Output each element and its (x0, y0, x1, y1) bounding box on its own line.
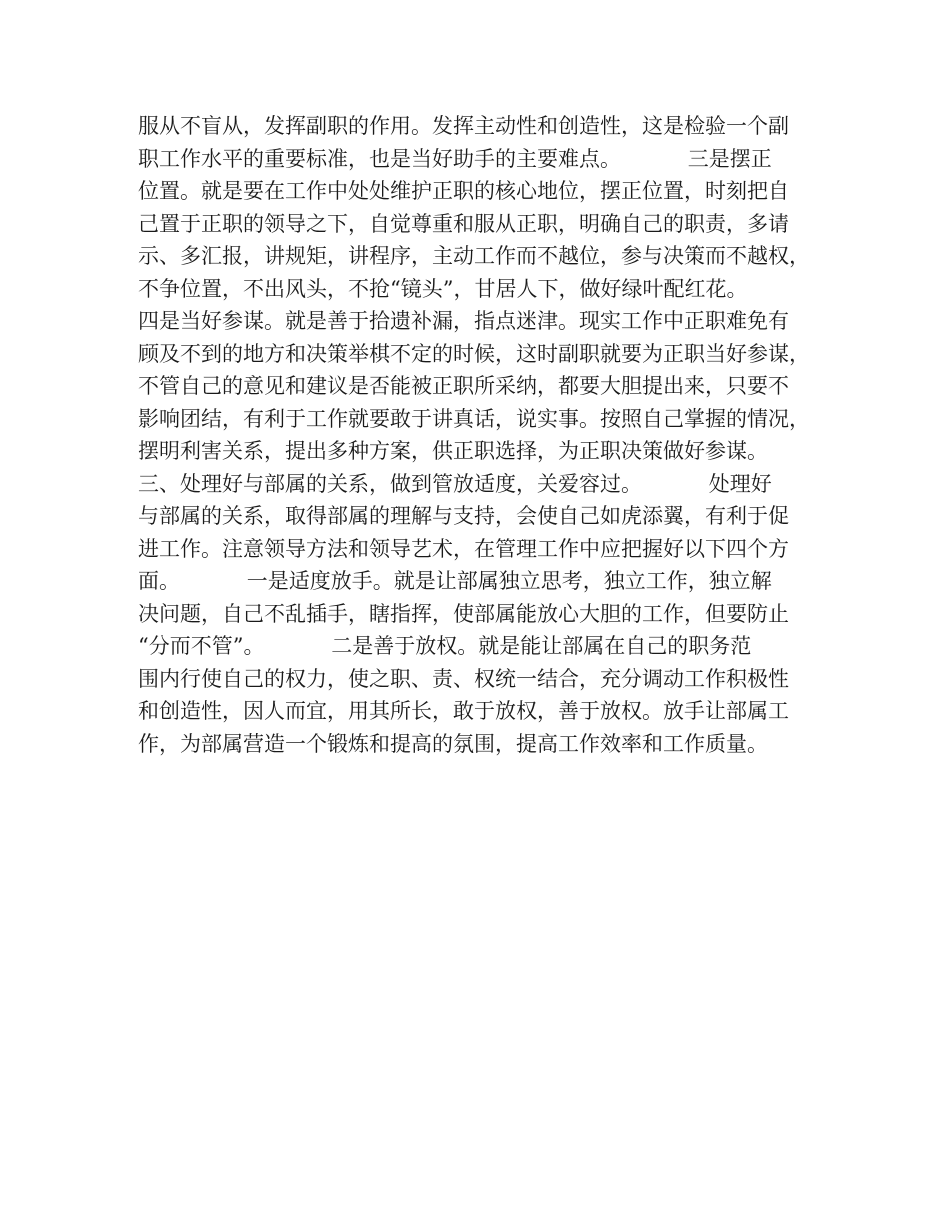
text-line: 位置。就是要在工作中处处维护正职的核心地位，摆正位置，时刻把自 (138, 179, 789, 203)
text-line: 己置于正职的领导之下，自觉尊重和服从正职，明确自己的职责，多请 (138, 211, 789, 236)
text-line: 作，为部属营造一个锻炼和提高的氛围，提高工作效率和工作质量。 (138, 731, 768, 756)
text-line: 和创造性，因人而宜，用其所长，敢于放权，善于放权。放手让部属工 (138, 699, 789, 723)
text-line: 三、处理好与部属的关系，做到管放适度，关爱容过。 处理好 (138, 471, 772, 496)
text-line: 与部属的关系，取得部属的理解与支持，会使自己如虎添翼，有利于促 (138, 504, 789, 528)
text-line: 影响团结，有利于工作就要敢于讲真话，说实事。按照自己掌握的情况， (138, 406, 810, 431)
text-line: “分而不管”。 二是善于放权。就是能让部属在自己的职务范 (138, 634, 752, 658)
text-line: 不争位置，不出风头，不抢“镜头”，甘居人下，做好绿叶配红花。 (138, 276, 748, 301)
text-line: 进工作。注意领导方法和领导艺术，在管理工作中应把握好以下四个方 (138, 536, 789, 561)
text-line: 服从不盲从，发挥副职的作用。发挥主动性和创造性，这是检验一个副 (138, 114, 789, 138)
text-line: 不管自己的意见和建议是否能被正职所采纳，都要大胆提出来，只要不 (138, 374, 789, 398)
text-line: 四是当好参谋。就是善于拾遗补漏，指点迷津。现实工作中正职难免有 (138, 309, 789, 333)
text-line: 示、多汇报，讲规矩，讲程序，主动工作而不越位，参与决策而不越权， (138, 244, 810, 268)
body-text (138, 110, 828, 760)
text-line: 职工作水平的重要标准，也是当好助手的主要难点。 三是摆正 (138, 146, 772, 171)
text-line: 决问题，自己不乱插手，瞎指挥，使部属能放心大胆的工作，但要防止 (138, 601, 789, 626)
text-line: 摆明利害关系，提出多种方案，供正职选择，为正职决策做好参谋。 (138, 439, 768, 463)
text-line: 面。 一是适度放手。就是让部属独立思考，独立工作，独立解 (138, 569, 772, 593)
text-line: 围内行使自己的权力，使之职、责、权统一结合，充分调动工作积极性 (138, 666, 789, 691)
text-line: 顾及不到的地方和决策举棋不定的时候，这时副职就要为正职当好参谋， (138, 341, 810, 366)
